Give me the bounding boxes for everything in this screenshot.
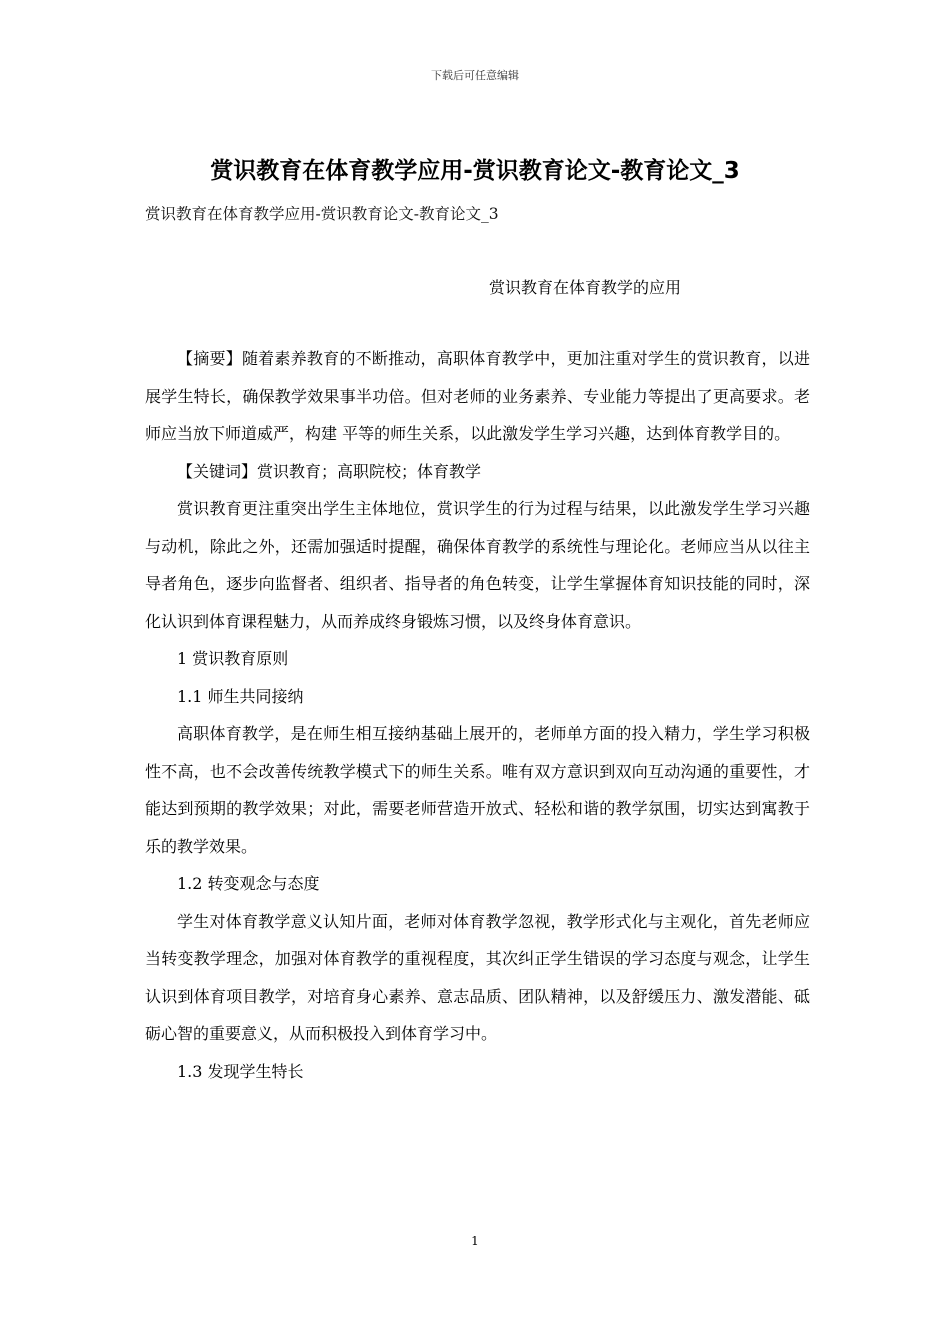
- paragraph-1-2: 学生对体育教学意义认知片面，老师对体育教学忽视，教学形式化与主观化，首先老师应当转变教学理念，加强对体育教学的重视程度，其次纠正学生错误的学习态度与观念，让学生认识到体育项目教学，对培育身心素养、意志品质、团队精神，以及舒缓压力、激发潜能、砥砺心智的重要意义，从而积极投入到体育学习中。: [145, 911, 810, 1043]
- paragraph-keywords: 【关键词】赏识教育；高职院校；体育教学: [177, 461, 482, 481]
- document-subtitle: 赏识教育在体育教学应用-赏识教育论文-教育论文_3: [145, 205, 499, 223]
- section-heading: 赏识教育在体育教学的应用: [489, 278, 682, 297]
- body-text: [145, 340, 810, 1090]
- heading-1-3: 1.3 发现学生特长: [177, 1061, 304, 1081]
- heading-principles: 1 赏识教育原则: [177, 649, 289, 668]
- paragraph-abstract: 【摘要】随着素养教育的不断推动，高职体育教学中，更加注重对学生的赏识教育，以进展学生特长，确保教学效果事半功倍。但对老师的业务素养、专业能力等提出了更高要求。老师应当放下师道威严，构建 平等的师生关系，以此激发学生学习兴趣，达到体育教学目的。: [145, 349, 810, 443]
- header-note: 下载后可任意编辑: [431, 69, 519, 82]
- heading-1-2: 1.2 转变观念与态度: [177, 874, 320, 893]
- heading-1-1: 1.1 师生共同接纳: [177, 686, 304, 706]
- paragraph-1-1: 高职体育教学，是在师生相互接纳基础上展开的，老师单方面的投入精力，学生学习积极性不高，也不会改善传统教学模式下的师生关系。唯有双方意识到双向互动沟通的重要性，才能达到预期的教学效果；对此，需要老师营造开放式、轻松和谐的教学氛围，切实达到寓教于乐的教学效果。: [145, 724, 810, 856]
- page-number: 1: [471, 1234, 479, 1248]
- document-title: 赏识教育在体育教学应用-赏识教育论文-教育论文_3: [210, 158, 740, 184]
- paragraph-intro: 赏识教育更注重突出学生主体地位，赏识学生的行为过程与结果，以此激发学生学习兴趣与动机，除此之外，还需加强适时提醒，确保体育教学的系统性与理论化。老师应当从以往主导者角色，逐步向监督者、组织者、指导者的角色转变，让学生掌握体育知识技能的同时，深化认识到体育课程魅力，从而养成终身锻炼习惯，以及终身体育意识。: [145, 499, 810, 631]
